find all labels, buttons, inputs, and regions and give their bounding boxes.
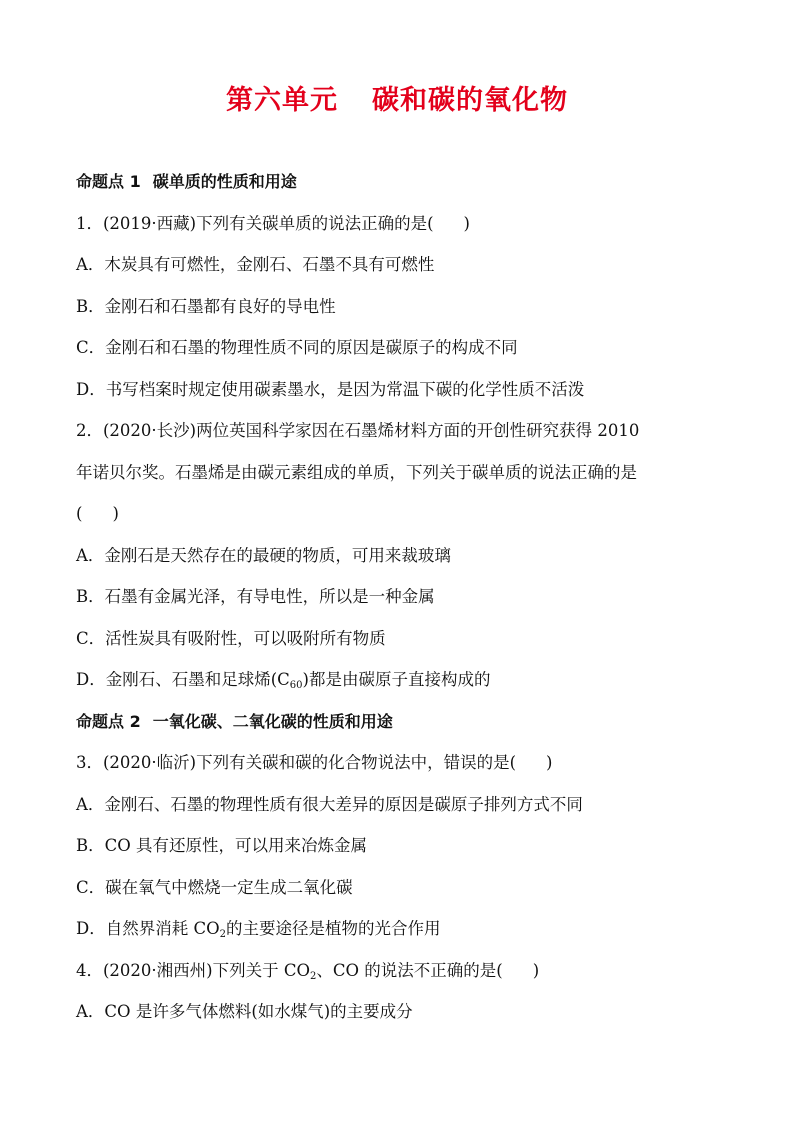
q1-option-d: D．书写档案时规定使用碳素墨水，是因为常温下碳的化学性质不活泼	[76, 379, 585, 399]
q2-option-a: A．金刚石是天然存在的最硬的物质，可用来裁玻璃	[76, 545, 451, 565]
section-heading-1: 命题点 1 碳单质的性质和用途	[76, 172, 297, 191]
q3-option-a: A．金刚石、石墨的物理性质有很大差异的原因是碳原子排列方式不同	[76, 794, 583, 814]
title-topic: 碳和碳的氧化物	[372, 85, 568, 116]
q2-stem-line-1: 2．(2020·长沙)两位英国科学家因在石墨烯材料方面的开创性研究获得 2010	[76, 421, 640, 440]
q3-option-b: B．CO 具有还原性，可以用来冶炼金属	[76, 836, 368, 855]
page-title	[0, 78, 794, 117]
q2-option-d: D．金刚石、石墨和足球烯$(C_{60})$都是由碳原子直接构成的	[76, 670, 491, 691]
q4-stem: 4．(2020·湘西州)下列关于 $CO_2$、CO 的说法不正确的是( )	[76, 960, 540, 982]
q3-option-c: C．碳在氧气中燃烧一定生成二氧化碳	[76, 877, 353, 897]
q1-stem: 1．(2019·西藏)下列有关碳单质的说法正确的是( )	[76, 213, 470, 233]
q2-option-c: C．活性炭具有吸附性，可以吸附所有物质	[76, 628, 386, 648]
q1-option-a: A．木炭具有可燃性，金刚石、石墨不具有可燃性	[76, 255, 435, 274]
q2-stem-line-3: ( )	[76, 504, 119, 523]
q4-option-a: A．CO 是许多气体燃料(如水煤气)的主要成分	[76, 1002, 413, 1021]
q2-stem-line-2: 年诺贝尔奖。石墨烯是由碳元素组成的单质，下列关于碳单质的说法正确的是	[76, 462, 637, 482]
question-list	[76, 168, 726, 1040]
q1-option-b: B．金刚石和石墨都有良好的导电性	[76, 296, 336, 316]
q1-option-c: C．金刚石和石墨的物理性质不同的原因是碳原子的构成不同	[76, 338, 518, 357]
q2-option-b: B．石墨有金属光泽，有导电性，所以是一种金属	[76, 587, 435, 606]
q3-stem: 3．(2020·临沂)下列有关碳和碳的化合物说法中，错误的是( )	[76, 753, 553, 772]
title-unit: 第六单元	[226, 85, 338, 116]
q3-option-d: D．自然界消耗 $CO_2$的主要途径是植物的光合作用	[76, 919, 441, 940]
section-heading-2: 命题点 2 一氧化碳、二氧化碳的性质和用途	[76, 711, 393, 731]
